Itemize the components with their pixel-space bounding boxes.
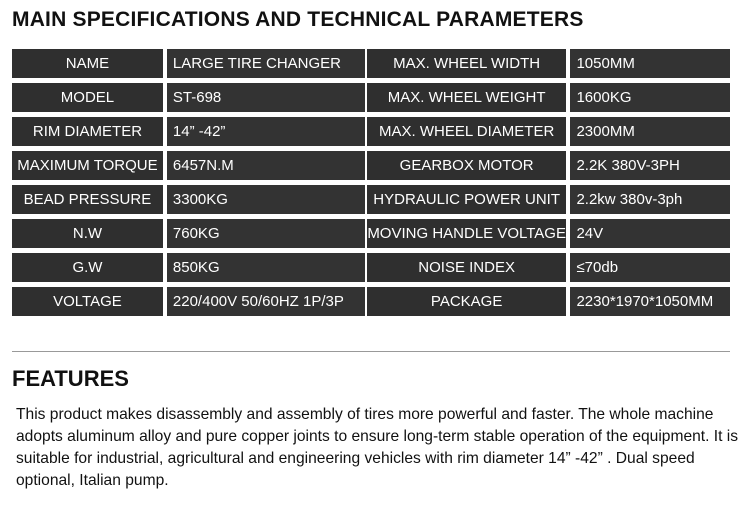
spec-value: 1050MM (570, 49, 730, 78)
spec-value: 2.2K 380V-3PH (570, 151, 730, 180)
spec-table (12, 44, 730, 321)
spec-value: 850KG (167, 253, 367, 282)
spec-label: HYDRAULIC POWER UNIT (367, 185, 571, 214)
table-row (12, 287, 730, 316)
spec-label: RIM DIAMETER (12, 117, 167, 146)
spec-label: MAXIMUM TORQUE (12, 151, 167, 180)
spec-label: NAME (12, 49, 167, 78)
table-row (12, 185, 730, 214)
spec-value: 2.2kw 380v-3ph (570, 185, 730, 214)
spec-value: 1600KG (570, 83, 730, 112)
spec-label: N.W (12, 219, 167, 248)
spec-value: 14” -42” (167, 117, 367, 146)
spec-label: NOISE INDEX (367, 253, 571, 282)
spec-value: ST-698 (167, 83, 367, 112)
spec-label: MAX. WHEEL WEIGHT (367, 83, 571, 112)
spec-value: 2300MM (570, 117, 730, 146)
table-row (12, 49, 730, 78)
spec-value: 2230*1970*1050MM (570, 287, 730, 316)
spec-label: PACKAGE (367, 287, 571, 316)
spec-value: ≤70db (570, 253, 730, 282)
spec-label: MAX. WHEEL DIAMETER (367, 117, 571, 146)
spec-label: BEAD PRESSURE (12, 185, 167, 214)
features-paragraph: This product makes disassembly and assembly of tires more powerful and faster. The whole machine adopts aluminum alloy and pure copper joints to ensure long-term stable operation of the equipment. It is suitable for industrial, agricultural and engineering vehicles with rim diameter 14” -42” . Dual speed optional, Italian pump. (16, 406, 739, 489)
spec-value: 3300KG (167, 185, 367, 214)
spec-label: MAX. WHEEL WIDTH (367, 49, 571, 78)
spec-label: MODEL (12, 83, 167, 112)
spec-label: G.W (12, 253, 167, 282)
section-divider (12, 351, 730, 352)
page-title: MAIN SPECIFICATIONS AND TECHNICAL PARAMETERS (12, 8, 584, 31)
spec-value: 220/400V 50/60HZ 1P/3P (167, 287, 367, 316)
table-row (12, 117, 730, 146)
table-row (12, 253, 730, 282)
spec-label: GEARBOX MOTOR (367, 151, 571, 180)
spec-value: 6457N.M (167, 151, 367, 180)
spec-label: VOLTAGE (12, 287, 167, 316)
table-row (12, 151, 730, 180)
spec-label: MOVING HANDLE VOLTAGE (367, 219, 571, 248)
spec-value: 760KG (167, 219, 367, 248)
spec-value: LARGE TIRE CHANGER (167, 49, 367, 78)
table-row (12, 219, 730, 248)
table-row (12, 83, 730, 112)
spec-value: 24V (570, 219, 730, 248)
features-heading: FEATURES (12, 366, 129, 391)
